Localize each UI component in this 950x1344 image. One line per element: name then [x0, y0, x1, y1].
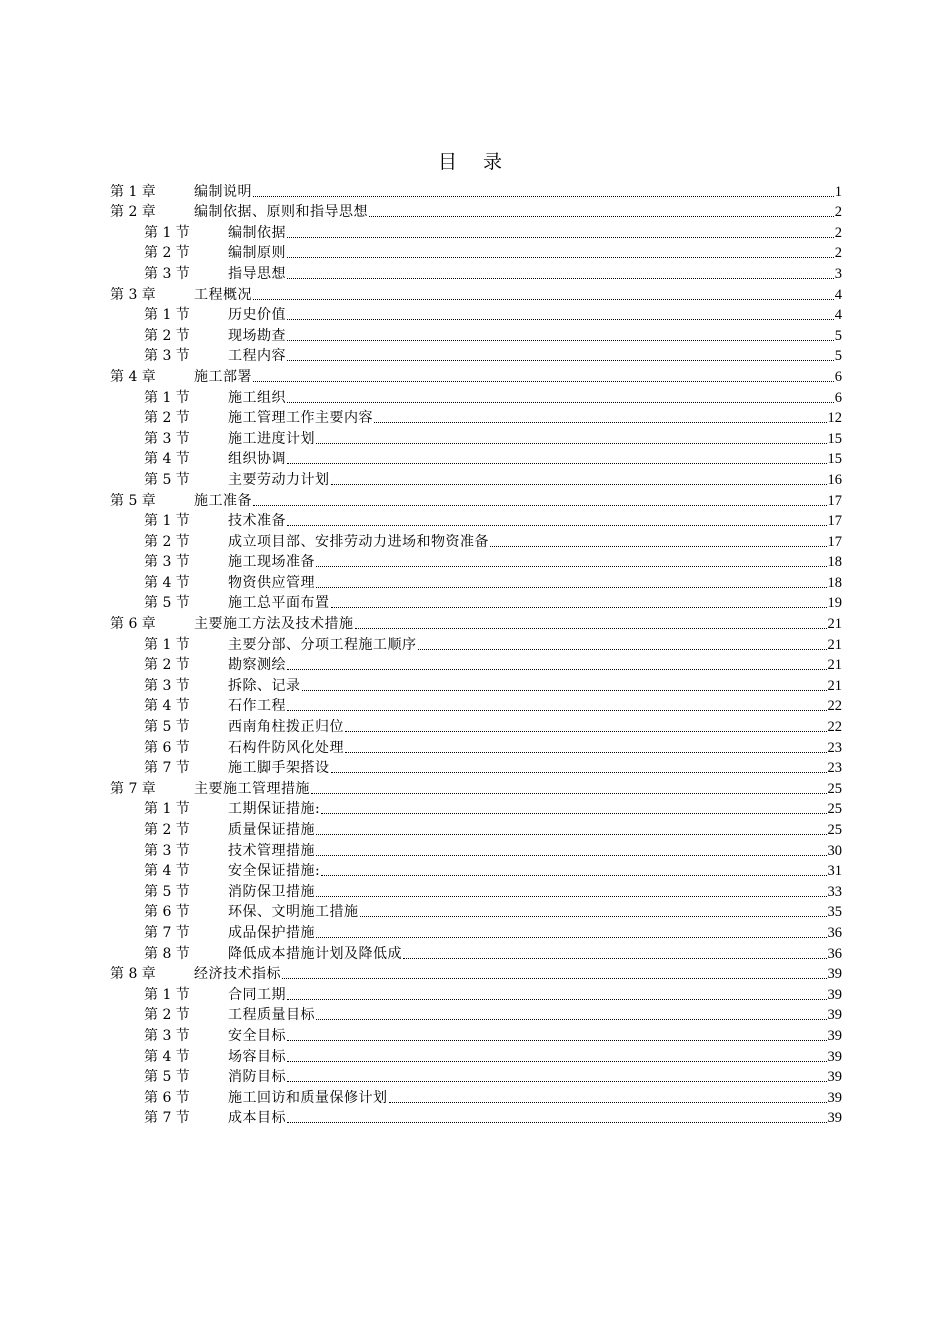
entry-number: 第 6 节 — [144, 904, 190, 921]
entry-page-number: 39 — [827, 1089, 842, 1106]
entry-label: 主要施工方法及技术措施 — [194, 616, 354, 633]
entry-label: 组织协调 — [228, 451, 286, 468]
entry-number: 第 2 节 — [144, 657, 190, 674]
dot-leader — [287, 236, 834, 238]
toc-chapter-entry[interactable] — [110, 283, 842, 304]
toc-section-entry[interactable] — [110, 448, 842, 469]
entry-label: 技术管理措施 — [228, 842, 315, 859]
entry-number: 第 6 章 — [110, 616, 156, 633]
entry-page-number: 39 — [827, 986, 842, 1003]
toc-section-entry[interactable] — [110, 757, 842, 778]
entry-number: 第 7 节 — [144, 924, 190, 941]
entry-page-number: 6 — [834, 368, 842, 385]
dot-leader — [287, 1080, 827, 1082]
dot-leader — [316, 936, 827, 938]
toc-section-entry[interactable] — [110, 1086, 842, 1107]
entry-label: 施工脚手架搭设 — [228, 760, 330, 777]
entry-number: 第 4 节 — [144, 863, 190, 880]
entry-number: 第 5 节 — [144, 1069, 190, 1086]
entry-number: 第 2 节 — [144, 410, 190, 427]
dot-leader — [287, 339, 834, 341]
toc-section-entry[interactable] — [110, 551, 842, 572]
toc-chapter-entry[interactable] — [110, 777, 842, 798]
entry-label: 成品保护措施 — [228, 924, 315, 941]
entry-number: 第 2 节 — [144, 327, 190, 344]
entry-number: 第 3 节 — [144, 1027, 190, 1044]
entry-label: 拆除、记录 — [228, 677, 301, 694]
toc-section-entry[interactable] — [110, 468, 842, 489]
entry-label: 施工现场准备 — [228, 554, 315, 571]
entry-page-number: 39 — [827, 966, 842, 983]
entry-number: 第 4 节 — [144, 574, 190, 591]
dot-leader — [287, 359, 834, 361]
entry-page-number: 33 — [827, 883, 842, 900]
entry-page-number: 1 — [834, 183, 842, 200]
entry-number: 第 5 章 — [110, 492, 156, 509]
entry-number: 第 1 节 — [144, 307, 190, 324]
entry-label: 编制依据 — [228, 224, 286, 241]
dot-leader — [287, 668, 827, 670]
entry-page-number: 39 — [827, 1007, 842, 1024]
dot-leader — [311, 792, 827, 794]
entry-page-number: 2 — [834, 204, 842, 221]
entry-number: 第 5 节 — [144, 883, 190, 900]
entry-number: 第 7 节 — [144, 1110, 190, 1127]
entry-number: 第 5 节 — [144, 471, 190, 488]
entry-label: 技术准备 — [228, 513, 286, 530]
dot-leader — [316, 442, 827, 444]
entry-number: 第 3 章 — [110, 286, 156, 303]
toc-section-entry[interactable] — [110, 942, 842, 963]
entry-page-number: 2 — [834, 245, 842, 262]
entry-page-number: 17 — [827, 492, 842, 509]
dot-leader — [316, 1018, 827, 1020]
dot-leader — [374, 421, 827, 423]
toc-section-entry[interactable] — [110, 407, 842, 428]
entry-page-number: 5 — [834, 327, 842, 344]
entry-page-number: 4 — [834, 307, 842, 324]
toc-section-entry[interactable] — [110, 242, 842, 263]
toc-section-entry[interactable] — [110, 860, 842, 881]
dot-leader — [490, 545, 827, 547]
dot-leader — [302, 689, 827, 691]
dot-leader — [321, 812, 826, 814]
entry-number: 第 8 节 — [144, 945, 190, 962]
toc-section-entry[interactable] — [110, 736, 842, 757]
toc-section-entry[interactable] — [110, 592, 842, 613]
entry-page-number: 6 — [834, 389, 842, 406]
toc-section-entry[interactable] — [110, 983, 842, 1004]
entry-page-number: 39 — [827, 1069, 842, 1086]
toc-chapter-entry[interactable] — [110, 489, 842, 510]
entry-label: 施工管理工作主要内容 — [228, 410, 373, 427]
toc-section-entry[interactable] — [110, 386, 842, 407]
entry-label: 西南角柱拨正归位 — [228, 719, 344, 736]
toc-section-entry[interactable] — [110, 674, 842, 695]
dot-leader — [287, 462, 827, 464]
entry-label: 施工回访和质量保修计划 — [228, 1089, 388, 1106]
entry-page-number: 15 — [827, 451, 842, 468]
dot-leader — [287, 524, 827, 526]
entry-number: 第 2 节 — [144, 822, 190, 838]
entry-label: 施工组织 — [228, 389, 286, 406]
entry-page-number: 12 — [827, 410, 842, 427]
dot-leader — [389, 1101, 827, 1103]
entry-page-number: 25 — [827, 822, 842, 838]
dot-leader — [316, 586, 827, 588]
toc-section-entry[interactable] — [110, 818, 842, 839]
entry-number: 第 1 节 — [144, 513, 190, 530]
toc-section-entry[interactable] — [110, 654, 842, 675]
entry-label: 指导思想 — [228, 265, 286, 282]
table-of-contents — [110, 180, 842, 1127]
entry-label: 安全保证措施: — [228, 863, 321, 880]
toc-section-entry[interactable] — [110, 1107, 842, 1128]
entry-label: 工程内容 — [228, 348, 286, 365]
toc-section-entry[interactable] — [110, 715, 842, 736]
dot-leader — [331, 771, 827, 773]
toc-section-entry[interactable] — [110, 530, 842, 551]
entry-number: 第 3 节 — [144, 430, 190, 447]
entry-number: 第 7 章 — [110, 780, 156, 797]
toc-section-entry[interactable] — [110, 324, 842, 345]
entry-page-number: 39 — [827, 1048, 842, 1065]
entry-number: 第 3 节 — [144, 554, 190, 571]
entry-label: 消防目标 — [228, 1069, 286, 1086]
entry-number: 第 2 节 — [144, 245, 190, 262]
dot-leader — [316, 833, 827, 835]
entry-label: 工程概况 — [194, 286, 252, 303]
entry-number: 第 1 节 — [144, 986, 190, 1003]
entry-label: 施工进度计划 — [228, 430, 315, 447]
entry-number: 第 2 章 — [110, 204, 156, 221]
entry-number: 第 1 节 — [144, 636, 190, 653]
entry-page-number: 39 — [827, 1110, 842, 1127]
entry-label: 施工准备 — [194, 492, 252, 509]
dot-leader — [369, 215, 834, 217]
entry-page-number: 4 — [834, 286, 842, 303]
entry-label: 经济技术指标 — [194, 966, 281, 983]
entry-page-number: 22 — [827, 698, 842, 715]
toc-section-entry[interactable] — [110, 304, 842, 325]
toc-section-entry[interactable] — [110, 901, 842, 922]
entry-label: 石构件防风化处理 — [228, 739, 344, 756]
entry-label: 石作工程 — [228, 698, 286, 715]
entry-label: 工期保证措施: — [228, 801, 321, 818]
dot-leader — [321, 874, 826, 876]
entry-page-number: 36 — [827, 924, 842, 941]
toc-section-entry[interactable] — [110, 880, 842, 901]
dot-leader — [316, 565, 827, 567]
entry-number: 第 4 章 — [110, 368, 156, 385]
entry-number: 第 4 节 — [144, 1048, 190, 1065]
entry-page-number: 30 — [827, 842, 842, 859]
entry-label: 降低成本措施计划及降低成 — [228, 945, 402, 962]
toc-section-entry[interactable] — [110, 510, 842, 531]
entry-page-number: 31 — [827, 863, 842, 880]
dot-leader — [403, 957, 827, 959]
entry-page-number: 21 — [827, 677, 842, 694]
entry-page-number: 19 — [827, 595, 842, 612]
dot-leader — [287, 277, 834, 279]
entry-label: 主要施工管理措施 — [194, 780, 310, 797]
toc-section-entry[interactable] — [110, 798, 842, 819]
entry-label: 场容目标 — [228, 1048, 286, 1065]
entry-page-number: 35 — [827, 904, 842, 921]
entry-number: 第 5 节 — [144, 719, 190, 736]
entry-number: 第 5 节 — [144, 595, 190, 612]
entry-label: 历史价值 — [228, 307, 286, 324]
entry-page-number: 17 — [827, 513, 842, 530]
entry-label: 成立项目部、安排劳动力进场和物资准备 — [228, 533, 489, 550]
entry-number: 第 6 节 — [144, 1089, 190, 1106]
dot-leader — [282, 977, 827, 979]
toc-section-entry[interactable] — [110, 1024, 842, 1045]
entry-number: 第 1 节 — [144, 224, 190, 241]
dot-leader — [316, 895, 827, 897]
entry-page-number: 23 — [827, 760, 842, 777]
entry-page-number: 25 — [827, 801, 842, 818]
entry-number: 第 4 节 — [144, 698, 190, 715]
dot-leader — [331, 483, 827, 485]
dot-leader — [287, 998, 827, 1000]
entry-label: 消防保卫措施 — [228, 883, 315, 900]
entry-number: 第 7 节 — [144, 760, 190, 777]
entry-label: 现场勘查 — [228, 327, 286, 344]
toc-section-entry[interactable] — [110, 695, 842, 716]
toc-chapter-entry[interactable] — [110, 963, 842, 984]
entry-number: 第 3 节 — [144, 842, 190, 859]
entry-page-number: 2 — [834, 224, 842, 241]
entry-label: 施工部署 — [194, 368, 252, 385]
entry-label: 编制说明 — [194, 183, 252, 200]
toc-section-entry[interactable] — [110, 571, 842, 592]
toc-section-entry[interactable] — [110, 262, 842, 283]
entry-number: 第 3 节 — [144, 265, 190, 282]
entry-page-number: 39 — [827, 1027, 842, 1044]
entry-label: 物资供应管理 — [228, 574, 315, 591]
dot-leader — [360, 915, 827, 917]
dot-leader — [253, 195, 834, 197]
dot-leader — [287, 401, 834, 403]
entry-label: 施工总平面布置 — [228, 595, 330, 612]
toc-section-entry[interactable] — [110, 1004, 842, 1025]
entry-number: 第 1 节 — [144, 389, 190, 406]
toc-section-entry[interactable] — [110, 345, 842, 366]
entry-label: 编制原则 — [228, 245, 286, 262]
toc-section-entry[interactable] — [110, 1066, 842, 1087]
entry-number: 第 4 节 — [144, 451, 190, 468]
entry-number: 第 8 章 — [110, 966, 156, 983]
toc-section-entry[interactable] — [110, 221, 842, 242]
entry-page-number: 18 — [827, 574, 842, 591]
entry-number: 第 1 节 — [144, 801, 190, 818]
dot-leader — [355, 627, 827, 629]
dot-leader — [253, 298, 834, 300]
entry-label: 工程质量目标 — [228, 1007, 315, 1024]
dot-leader — [287, 256, 834, 258]
entry-page-number: 21 — [827, 657, 842, 674]
entry-page-number: 23 — [827, 739, 842, 756]
entry-page-number: 21 — [827, 616, 842, 633]
toc-section-entry[interactable] — [110, 1045, 842, 1066]
toc-title: 目 录 — [437, 151, 513, 173]
entry-number: 第 1 章 — [110, 183, 156, 200]
toc-section-entry[interactable] — [110, 839, 842, 860]
entry-label: 质量保证措施 — [228, 822, 315, 838]
entry-page-number: 22 — [827, 719, 842, 736]
dot-leader — [287, 318, 834, 320]
dot-leader — [287, 1121, 827, 1123]
toc-chapter-entry[interactable] — [110, 201, 842, 222]
entry-label: 成本目标 — [228, 1110, 286, 1127]
entry-page-number: 15 — [827, 430, 842, 447]
entry-page-number: 3 — [834, 265, 842, 282]
dot-leader — [345, 751, 827, 753]
toc-section-entry[interactable] — [110, 427, 842, 448]
dot-leader — [331, 606, 827, 608]
entry-label: 环保、文明施工措施 — [228, 904, 359, 921]
toc-chapter-entry[interactable] — [110, 180, 842, 201]
entry-number: 第 3 节 — [144, 677, 190, 694]
dot-leader — [316, 854, 827, 856]
entry-page-number: 16 — [827, 471, 842, 488]
entry-label: 编制依据、原则和指导思想 — [194, 204, 368, 221]
entry-label: 合同工期 — [228, 986, 286, 1003]
entry-label: 勘察测绘 — [228, 657, 286, 674]
dot-leader — [253, 504, 827, 506]
entry-page-number: 25 — [827, 780, 842, 797]
toc-chapter-entry[interactable] — [110, 365, 842, 386]
toc-chapter-entry[interactable] — [110, 612, 842, 633]
entry-page-number: 21 — [827, 636, 842, 653]
dot-leader — [345, 730, 827, 732]
entry-page-number: 18 — [827, 554, 842, 571]
entry-label: 主要劳动力计划 — [228, 471, 330, 488]
toc-section-entry[interactable] — [110, 921, 842, 942]
entry-page-number: 36 — [827, 945, 842, 962]
toc-section-entry[interactable] — [110, 633, 842, 654]
entry-label: 安全目标 — [228, 1027, 286, 1044]
dot-leader — [253, 380, 834, 382]
entry-number: 第 3 节 — [144, 348, 190, 365]
dot-leader — [418, 648, 827, 650]
entry-number: 第 6 节 — [144, 739, 190, 756]
entry-page-number: 5 — [834, 348, 842, 365]
dot-leader — [287, 1039, 827, 1041]
entry-label: 主要分部、分项工程施工顺序 — [228, 636, 417, 653]
dot-leader — [287, 1060, 827, 1062]
entry-number: 第 2 节 — [144, 533, 190, 550]
entry-number: 第 2 节 — [144, 1007, 190, 1024]
entry-page-number: 17 — [827, 533, 842, 550]
dot-leader — [287, 709, 827, 711]
